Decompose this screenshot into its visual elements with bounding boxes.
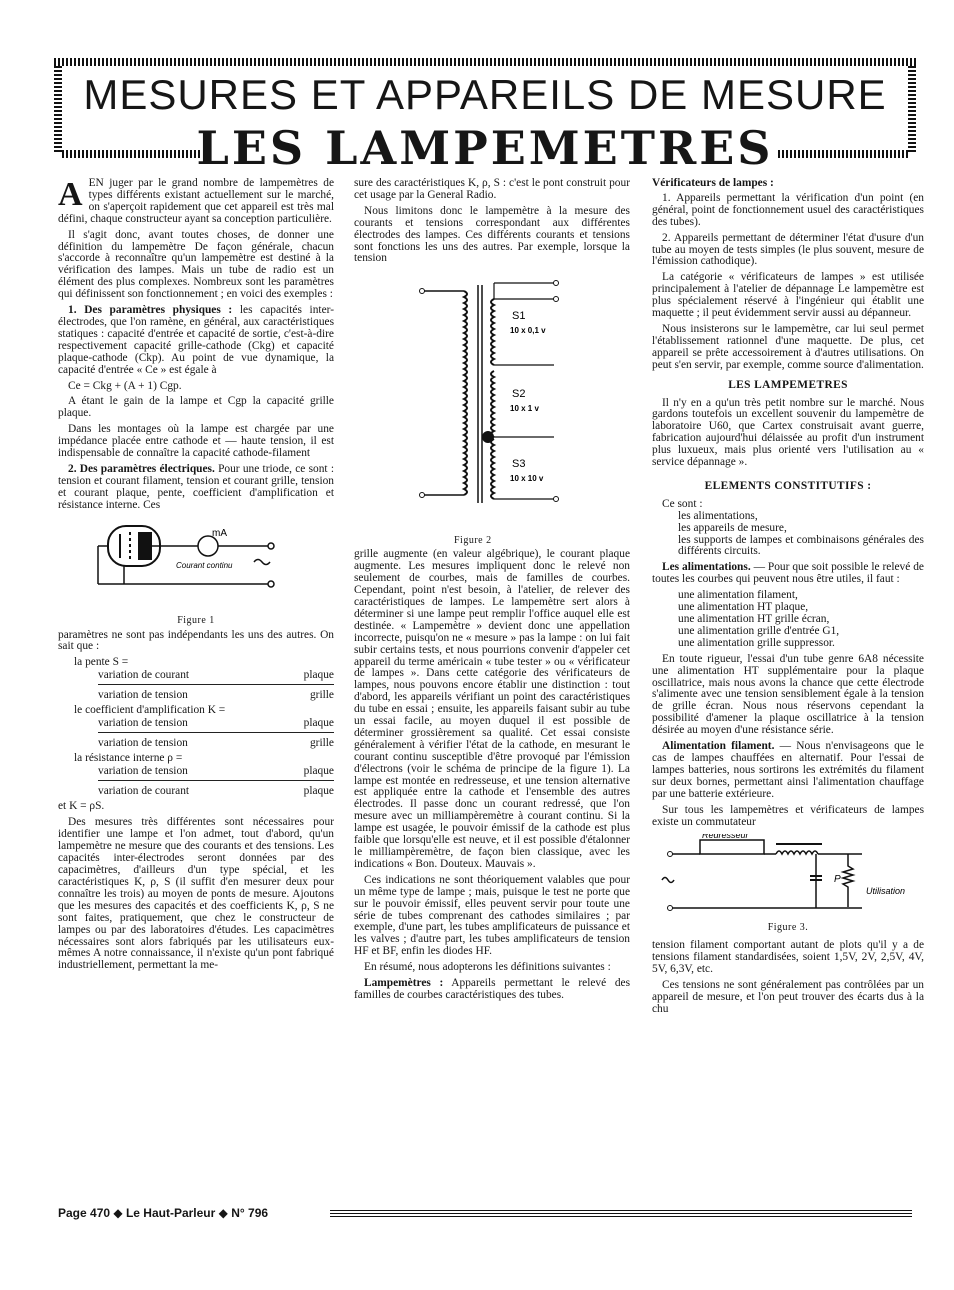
paragraph: 1. Appareils permettant la vérification d'un point (en général, point de fonctionnement usuel des caractéristiques des tubes). (652, 191, 924, 228)
paragraph: Nous insisterons sur le lampemètre, car lui seul permet l'établissement rationnel d'une maquette. De plus, cet appareil se prête accessoirement à d'autres utilisations. On peut s'en servir, par exemple, comme source d'alimentation. (652, 322, 924, 371)
paragraph: Ces tensions ne sont généralement pas contrôlées par un appareil de mesure, et l'on peut trouver des écarts dus à la chu (652, 979, 924, 1015)
diamond-icon: ◆ (113, 1206, 126, 1220)
paragraph: 1. Des paramètres physiques : les capacités inter-électrodes, que l'on ramène, en général, aux caractéristiques statiques : capacité d'entrée et capacité de sortie, c'est-à-dire respectivement capacité grille-cathode (Ckg) et capacité plaque-cathode (Ckp). Au point de vue dynamique, la capacité d'entrée « Ce » est égale à (58, 304, 334, 376)
formula-slope-denominator: variation de tension grille (98, 689, 334, 702)
formula-slope-label: la pente S = (74, 656, 129, 669)
formula-k-rho-s: et K = ρS. (58, 799, 105, 812)
paragraph: Les alimentations. — Pour que soit possible le relevé de toutes les courbes qui peuvent nous être utiles, il faut : (652, 561, 924, 586)
header-left-rule (54, 66, 62, 152)
figure-2-schematic (354, 271, 630, 529)
section-heading-lampemetres: LES LAMPEMETRES (728, 378, 848, 391)
paragraph: Des mesures très différentes sont nécessaires pour identifier une lampe et l'on admet, tout d'abord, qu'un lampemètre ne mesure que des courants et des tensions. Les capacités inter-électrodes seront données par des capacimètres, d'ailleurs d'un type spécial, et les caractéristiques K, ρ, S (il suffit d'en mesurer deux pour connaître les trois) au moyen de ponts de mesure. Ajoutons que les mesures des capacités et des coefficients K, ρ, S ne sont faites, pratiquement, que chez le constructeur de lampes ou par des laboratoires d'études. Les capacimètres nécessaires sont alors fabriqués par les utilisateurs eux-mêmes A notre connaissance, il n'existe qu'un pont fabriqué industriellement, permettant la me- (58, 816, 334, 972)
figure-3-utilisation-label: Utilisation (866, 886, 906, 897)
paragraph: Il n'y en a qu'un très petit nombre sur le marché. Nous gardons toutefois un excellent souvenir du lampemètre de laboratoire U60, que Cartex construisait avant guerre, fabrication aujourd'hui délaissée au profit d'un instrument plus luxueux, mais plus orienté vers l'utilisation au « service dépannage ». (652, 396, 924, 469)
subheading-verificateurs: Vérificateurs de lampes : (652, 177, 774, 189)
figure-3-caption: Figure 3. (767, 922, 809, 934)
column-1 (58, 178, 334, 976)
list-item: une alimentation HT plaque, (678, 601, 809, 614)
drop-cap: A (58, 176, 83, 213)
paragraph: 2. Appareils permettant de déterminer l'état d'usure d'un tube au moyen de tests simples (le plus souvent, mesure de l'émission cathodique). (652, 231, 924, 268)
formula-slope-numerator: variation de courant plaque (98, 669, 334, 682)
figure-1 (58, 518, 334, 627)
paragraph: sure des caractéristiques K, ρ, S : c'est le pont construit pour cet usage par la General Radio. (354, 177, 630, 201)
issue-number: N° 796 (231, 1206, 269, 1220)
page-number: Page 470 (58, 1206, 111, 1220)
paragraph: Il s'agit donc, avant toutes choses, de donner une définition du lampemètre De façon générale, chacun s'accorde à reconnaître qu'un lampemètre est destiné à la vérification des lampes. Mais un tube de radio est un élément des plus complexes. Nombreux sont les paramètres qui définissent son fonctionnement ; en voici des exemples : (58, 228, 334, 301)
formula-rho-numerator: variation de tension plaque (98, 764, 334, 777)
figure-2 (354, 271, 630, 547)
paragraph: 2. Des paramètres électriques. Pour une triode, ce sont : tension et courant filament, tension et courant grille, tension et courant plaque, pente, coefficient d'amplification et résistance interne. Ces (58, 462, 334, 511)
fraction-line (98, 780, 334, 781)
paragraph: La catégorie « vérificateurs de lampes » est utilisée principalement à l'atelier de dépannage Le lampemètre est plus spécialement réservé à l'ingénieur qui établit une maquette ; il peut évidemment servir aussi au dépanneur. (652, 271, 924, 320)
column-2 (354, 178, 630, 1006)
footer-rule (330, 1210, 912, 1218)
list-item: les supports de lampes et combinaisons générales des différents circuits. (678, 533, 924, 558)
list-item: les alimentations, (678, 509, 758, 522)
diamond-icon: ◆ (218, 1206, 232, 1220)
list-item: une alimentation filament, (678, 589, 798, 602)
paragraph: En toute rigueur, l'essai d'un tube genre 6A8 nécessite une alimentation HT supplémentaire pour la plaque oscillatrice, mais nous avons la chance que cette électrode s'alimente avec une tension sensiblement égale à la tension de grille écran. Nous nous réservons cependant la possibilité d'amener la plaque oscillatrice à la tension désirée au moyen d'une résistance série. (652, 652, 924, 737)
figure-2-s1-value: 10 x 0,1 v (510, 326, 546, 336)
figure-3-schematic (652, 834, 924, 918)
column-3 (652, 178, 924, 1020)
section-title: MESURES ET APPAREILS DE MESURE (83, 71, 887, 118)
page-footer (58, 1206, 268, 1220)
figure-2-s3-value: 10 x 10 v (510, 474, 544, 484)
paragraph: A étant le gain de la lampe et Cgp la capacité grille plaque. (58, 395, 334, 420)
formula-rho-label: la résistance interne ρ = (74, 751, 183, 764)
list-intro: Ce sont : (662, 497, 703, 510)
list-item: une alimentation HT grille écran, (678, 613, 830, 625)
paragraph: Sur tous les lampemètres et vérificateurs de lampes existe un commutateur (652, 803, 924, 828)
intro-paragraph: AEN juger par le grand nombre de lampemètres de types différents existant actuellement sur le marché, on s'aperçoit rapidement que cet appareil est très mal défini, chaque constructeur ayant sa conception particulière. (58, 176, 334, 225)
journal-name: Le Haut-Parleur (125, 1206, 216, 1220)
figure-1-caption: Figure 1 (177, 615, 215, 627)
figure-2-s3-label: S3 (512, 458, 526, 471)
paragraph: tension filament comportant autant de plots qu'il y a de tensions filament standardisées, soient 1,5V, 2V, 2,5V, 4V, 5V, 6,3V, etc. (652, 939, 924, 976)
list-item: les appareils de mesure, (678, 521, 787, 534)
formula-k-denominator: variation de tension grille (98, 736, 334, 749)
header-right-rule (908, 66, 916, 152)
paragraph: grille augmente (en valeur algébrique), le courant plaque augmente. Les mesures impliquent donc le relevé non seulement de courbes, mais de familles de courbes. Cependant, point n'est besoin, à l'atelier, de relever des caractéristiques de lampes. Le lampemètre sert alors à déterminer si une lampe peut remplir l'office auquel elle est destinée. « Lampemètre » devient donc une appellation incorrecte, puisqu'on ne « mesure » pas la lampe : on lui fait subir certains tests, et nous pourrions convenir d'appeler cet appareil du terme américain « tube tester » ou « vérificateur de lampes ». Dans cette catégorie des vérificateurs de lampes, nous pouvons encore établir une distinction : tout d'abord, les appareils vérifiant un point des caractéristiques du tube en essai ; ensuite, les appareils faisant subir au tube un essai facile, au moyen duquel il est possible de déterminer grossièrement sa qualité. Cet essai consiste généralement à vérifier l'état de la cathode, en mesurant le courant continu susceptible d'être provoqué par l'émission d'électrons (voir le schéma de principe de la figure 1). La lampe est montée en redresseuse, et une tension alternative est appliquée entre la cathode et l'ensemble des autres électrodes. Il passe donc un courant redressé, que l'on mesure avec un milliampèremètre à courant continu. Si la lampe est usagée, le pouvoir émissif de la cathode est plus faible que lorsqu'elle est neuve, et il est possible d'étalonner le milliampèremètre, de façon bien classique, avec les indications « Bon. Douteux. Mauvais ». (354, 548, 630, 870)
figure-1-current-label: Courant continu (176, 560, 233, 570)
fraction-line (98, 684, 334, 685)
paragraph: Alimentation filament. — Nous n'envisageons que le cas de lampes chauffées en alternatif. Pour l'essai de lampes batteries, nous sortirons les extrémités du filament sur deux bornes, permettant ainsi l'alimentation chauffage par une batterie extérieure. (652, 740, 924, 800)
figure-2-s1-label: S1 (512, 310, 526, 323)
figure-2-s2-label: S2 (512, 388, 526, 401)
paragraph: paramètres ne sont pas indépendants les uns des autres. On sait que : (58, 628, 334, 653)
fraction-line (98, 732, 334, 733)
paragraph: Lampemètres : Appareils permettant le relevé des familles de courbes caractéristiques des tubes. (354, 977, 630, 1001)
formula-k-label: le coefficient d'amplification K = (74, 704, 226, 717)
figure-3-redresseur-label: Redresseur (702, 834, 749, 841)
section-heading-elements: ELEMENTS CONSTITUTIFS : (704, 479, 872, 492)
figure-2-caption: Figure 2 (454, 535, 492, 547)
formula-rho-denominator: variation de courant plaque (98, 784, 334, 797)
figure-1-schematic (58, 518, 334, 610)
figure-3 (652, 834, 924, 934)
paragraph: Nous limitons donc le lampemètre à la mesure des courants et tensions correspondant aux différentes électrodes des lampes. Ces différents courants et tensions sont fonctions les uns des autres. Par exemple, lorsque la tension (354, 204, 630, 265)
figure-3-p-label: P (834, 874, 841, 886)
figure-2-s2-value: 10 x 1 v (510, 404, 539, 414)
list-item: une alimentation grille suppressor. (678, 636, 835, 649)
figure-1-ma-label: mA (212, 527, 227, 539)
header-top-rule (54, 58, 916, 66)
paragraph: Dans les montages où la lampe est chargée par une impédance placée entre cathode et — haute tension, il est indispensable de connaître la capacité cathode-filament (58, 423, 334, 460)
formula-capacity: Ce = Ckg + (A + 1) Cgp. (68, 379, 182, 392)
article-title: LES LAMPEMETRES (196, 121, 774, 175)
list-item: une alimentation grille d'entrée G1, (678, 624, 840, 637)
paragraph: Ces indications ne sont théoriquement valables que pour un même type de lampe ; mais, puisque le test ne porte que sur le pouvoir émissif, elles peuvent servir pour toute une série de tubes comprenant des cathodes similaires ; par exemple, d'une part, les tubes amplificateurs de puissance et les valves ; d'autre part, les tubes amplificateurs de tension HF et BF, enfin les diodes HF. (354, 873, 630, 958)
header-bottom-right-rule (778, 150, 908, 158)
formula-k-numerator: variation de tension plaque (98, 717, 334, 729)
paragraph: En résumé, nous adopterons les définitions suivantes : (364, 961, 611, 974)
header-bottom-left-rule (62, 150, 202, 158)
